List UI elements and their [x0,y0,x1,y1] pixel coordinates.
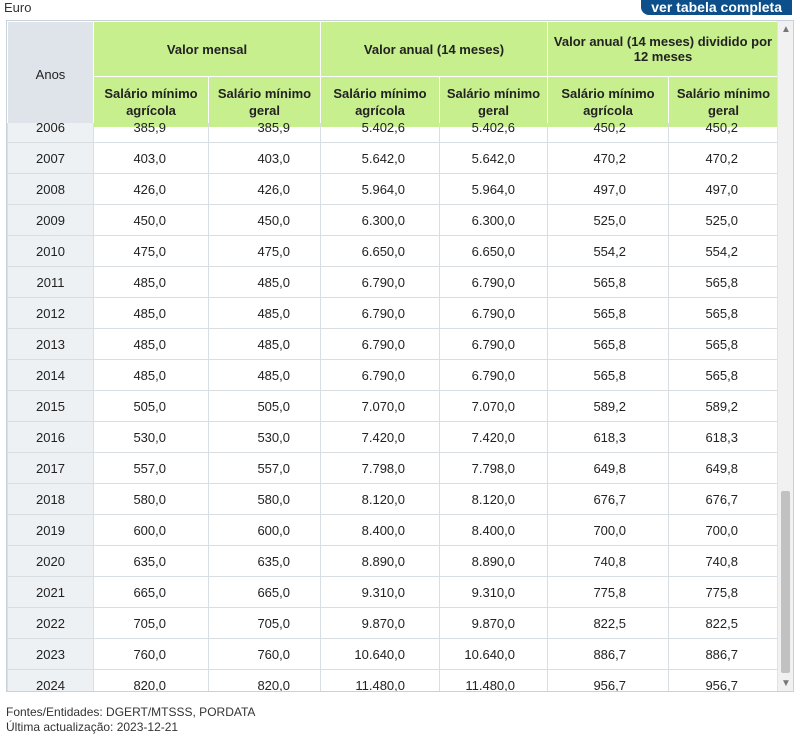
header-valor-mensal: Valor mensal [94,22,321,77]
value-cell: 554,2 [669,236,779,267]
value-cell: 700,0 [548,515,669,546]
table-row [8,298,779,329]
value-cell: 5.402,6 [321,123,440,143]
value-cell: 8.400,0 [321,515,440,546]
value-cell: 5.402,6 [440,123,548,143]
value-cell: 6.790,0 [321,298,440,329]
value-cell: 525,0 [669,205,779,236]
value-cell: 557,0 [209,453,321,484]
table-row [8,143,779,174]
value-cell: 820,0 [94,670,209,693]
year-cell: 2017 [8,453,94,484]
table-row [8,360,779,391]
view-full-table-button[interactable]: ver tabela completa [641,0,792,15]
table-row [8,236,779,267]
value-cell: 497,0 [548,174,669,205]
table-row [8,453,779,484]
value-cell: 485,0 [209,329,321,360]
value-cell: 589,2 [669,391,779,422]
value-cell: 6.790,0 [321,360,440,391]
value-cell: 700,0 [669,515,779,546]
value-cell: 956,7 [669,670,779,693]
table-row [8,546,779,577]
year-cell: 2011 [8,267,94,298]
value-cell: 7.798,0 [440,453,548,484]
header-sub-dividido-geral[interactable]: Salário mínimo geral [669,77,779,128]
year-cell: 2014 [8,360,94,391]
table-row [8,267,779,298]
unit-label: Euro [4,0,32,15]
value-cell: 7.798,0 [321,453,440,484]
value-cell: 886,7 [669,639,779,670]
value-cell: 740,8 [548,546,669,577]
value-cell: 665,0 [209,577,321,608]
header-valor-anual-dividido: Valor anual (14 meses) dividido por 12 meses [548,22,779,77]
table-row [8,205,779,236]
year-cell: 2012 [8,298,94,329]
value-cell: 580,0 [209,484,321,515]
value-cell: 6.300,0 [440,205,548,236]
value-cell: 450,2 [548,123,669,143]
value-cell: 589,2 [548,391,669,422]
value-cell: 565,8 [548,360,669,391]
value-cell: 676,7 [669,484,779,515]
value-cell: 485,0 [94,298,209,329]
year-cell: 2015 [8,391,94,422]
value-cell: 5.964,0 [321,174,440,205]
value-cell: 760,0 [94,639,209,670]
header-sub-mensal-agricola[interactable]: Salário mínimo agrícola [94,77,209,128]
table-row [8,484,779,515]
year-cell: 2008 [8,174,94,205]
table-row [8,577,779,608]
last-update-text: Última actualização: 2023-12-21 [6,720,179,734]
value-cell: 525,0 [548,205,669,236]
footer [6,705,255,735]
value-cell: 8.890,0 [321,546,440,577]
value-cell: 6.790,0 [440,329,548,360]
value-cell: 6.650,0 [321,236,440,267]
scroll-down-arrow-icon[interactable]: ▼ [781,678,791,689]
value-cell: 618,3 [548,422,669,453]
value-cell: 426,0 [209,174,321,205]
header-sub-anual-agricola[interactable]: Salário mínimo agrícola [321,77,440,128]
value-cell: 9.870,0 [440,608,548,639]
value-cell: 9.870,0 [321,608,440,639]
value-cell: 635,0 [209,546,321,577]
value-cell: 485,0 [209,267,321,298]
value-cell: 385,9 [209,123,321,143]
value-cell: 6.790,0 [440,298,548,329]
value-cell: 649,8 [669,453,779,484]
value-cell: 7.420,0 [321,422,440,453]
value-cell: 820,0 [209,670,321,693]
value-cell: 450,0 [209,205,321,236]
table-row [8,391,779,422]
value-cell: 485,0 [94,267,209,298]
sources-text: Fontes/Entidades: DGERT/MTSSS, PORDATA [6,705,256,719]
value-cell: 10.640,0 [321,639,440,670]
value-cell: 5.642,0 [440,143,548,174]
value-cell: 7.070,0 [321,391,440,422]
value-cell: 600,0 [209,515,321,546]
value-cell: 554,2 [548,236,669,267]
year-cell: 2019 [8,515,94,546]
value-cell: 740,8 [669,546,779,577]
value-cell: 475,0 [209,236,321,267]
value-cell: 385,9 [94,123,209,143]
value-cell: 485,0 [94,329,209,360]
value-cell: 580,0 [94,484,209,515]
value-cell: 822,5 [669,608,779,639]
table-row [8,174,779,205]
table-row [8,639,779,670]
value-cell: 426,0 [94,174,209,205]
value-cell: 11.480,0 [440,670,548,693]
value-cell: 8.120,0 [321,484,440,515]
value-cell: 530,0 [209,422,321,453]
value-cell: 485,0 [209,360,321,391]
value-cell: 485,0 [209,298,321,329]
value-cell: 565,8 [548,298,669,329]
table-header [7,21,779,128]
value-cell: 956,7 [548,670,669,693]
table-row [8,670,779,693]
value-cell: 676,7 [548,484,669,515]
scroll-up-arrow-icon[interactable]: ▲ [781,24,791,35]
value-cell: 450,0 [94,205,209,236]
year-cell: 2009 [8,205,94,236]
value-cell: 7.420,0 [440,422,548,453]
value-cell: 822,5 [548,608,669,639]
value-cell: 886,7 [548,639,669,670]
value-cell: 565,8 [669,298,779,329]
header-valor-anual: Valor anual (14 meses) [321,22,548,77]
table-body-viewport[interactable] [7,123,778,692]
table-row [8,515,779,546]
value-cell: 557,0 [94,453,209,484]
value-cell: 665,0 [94,577,209,608]
table-body [7,123,778,692]
value-cell: 8.120,0 [440,484,548,515]
value-cell: 705,0 [209,608,321,639]
value-cell: 7.070,0 [440,391,548,422]
value-cell: 6.650,0 [440,236,548,267]
year-cell: 2021 [8,577,94,608]
value-cell: 565,8 [548,267,669,298]
year-cell: 2023 [8,639,94,670]
value-cell: 565,8 [548,329,669,360]
value-cell: 497,0 [669,174,779,205]
value-cell: 6.300,0 [321,205,440,236]
value-cell: 505,0 [209,391,321,422]
table-row [8,329,779,360]
value-cell: 618,3 [669,422,779,453]
value-cell: 775,8 [548,577,669,608]
value-cell: 600,0 [94,515,209,546]
year-cell: 2013 [8,329,94,360]
value-cell: 705,0 [94,608,209,639]
header-sub-mensal-geral[interactable]: Salário mínimo geral [209,77,321,128]
vertical-scrollbar[interactable] [777,21,793,691]
value-cell: 775,8 [669,577,779,608]
year-cell: 2010 [8,236,94,267]
value-cell: 565,8 [669,360,779,391]
table-row [8,422,779,453]
value-cell: 565,8 [669,329,779,360]
year-cell: 2024 [8,670,94,693]
value-cell: 760,0 [209,639,321,670]
value-cell: 5.642,0 [321,143,440,174]
value-cell: 6.790,0 [321,267,440,298]
year-cell: 2006 [8,123,94,143]
value-cell: 470,2 [548,143,669,174]
value-cell: 530,0 [94,422,209,453]
year-cell: 2007 [8,143,94,174]
year-cell: 2022 [8,608,94,639]
value-cell: 403,0 [94,143,209,174]
value-cell: 6.790,0 [321,329,440,360]
year-cell: 2020 [8,546,94,577]
value-cell: 403,0 [209,143,321,174]
value-cell: 5.964,0 [440,174,548,205]
value-cell: 450,2 [669,123,779,143]
value-cell: 505,0 [94,391,209,422]
value-cell: 475,0 [94,236,209,267]
year-cell: 2018 [8,484,94,515]
year-cell: 2016 [8,422,94,453]
value-cell: 8.890,0 [440,546,548,577]
value-cell: 9.310,0 [321,577,440,608]
header-sub-dividido-agricola[interactable]: Salário mínimo agrícola [548,77,669,128]
value-cell: 649,8 [548,453,669,484]
header-sub-anual-geral[interactable]: Salário mínimo geral [440,77,548,128]
scrollbar-thumb[interactable] [781,491,790,673]
value-cell: 11.480,0 [321,670,440,693]
value-cell: 565,8 [669,267,779,298]
table-row [8,608,779,639]
value-cell: 485,0 [94,360,209,391]
value-cell: 6.790,0 [440,267,548,298]
value-cell: 10.640,0 [440,639,548,670]
table-row [8,123,779,143]
value-cell: 9.310,0 [440,577,548,608]
value-cell: 6.790,0 [440,360,548,391]
value-cell: 8.400,0 [440,515,548,546]
header-anos[interactable]: Anos [8,22,94,128]
value-cell: 635,0 [94,546,209,577]
value-cell: 470,2 [669,143,779,174]
data-table-frame [6,20,794,692]
